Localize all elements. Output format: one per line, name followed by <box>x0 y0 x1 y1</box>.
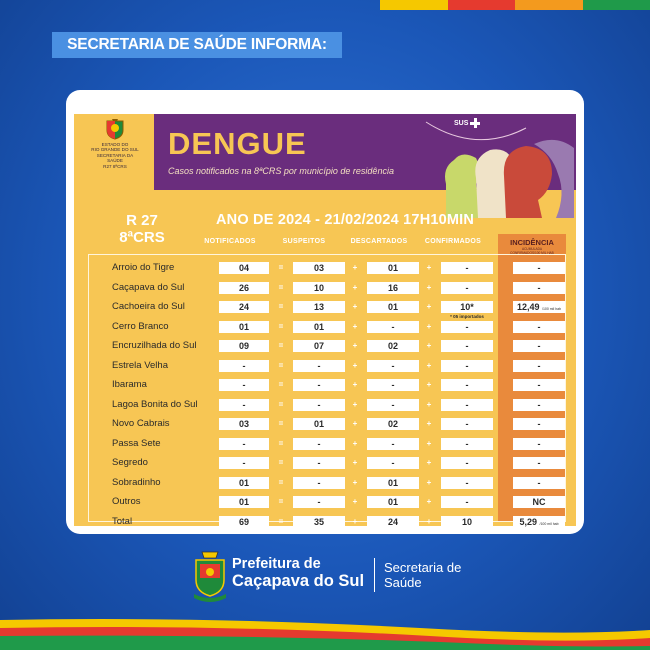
cell-descartados: 16 <box>367 282 419 294</box>
incidencia-sub: CONFIRMADOS/100 MIL HAB <box>510 251 554 255</box>
cell-suspeitos: - <box>293 438 345 450</box>
info-card <box>66 90 584 534</box>
municipality-name: Estrela Velha <box>112 359 168 371</box>
incidencia-value: - <box>537 263 541 273</box>
header-banner <box>52 32 342 58</box>
dengue-poster <box>74 114 576 526</box>
cell-suspeitos: 01 <box>293 418 345 430</box>
crest-line: SECRETARIA DA SAÚDE <box>96 152 134 164</box>
operator-equals: = <box>278 341 284 350</box>
cell-notificados: - <box>219 399 269 411</box>
cell-suspeitos: 13 <box>293 301 345 313</box>
operator-plus: + <box>426 458 432 467</box>
incidencia-value: 5,29 <box>519 516 537 527</box>
stripe-yellow <box>380 0 448 10</box>
cell-notificados: 01 <box>219 496 269 508</box>
operator-equals: = <box>278 282 284 292</box>
cell-incidencia <box>513 321 565 333</box>
cell-descartados: 24 <box>367 516 419 528</box>
operator-equals: = <box>278 497 284 506</box>
incidencia-value: 12,49 <box>516 302 540 312</box>
municipality-name: Caçapava do Sul <box>112 281 185 293</box>
municipality-name: Ibarama <box>112 379 147 390</box>
operator-plus: + <box>426 380 432 389</box>
header-suspeitos: SUSPEITOS <box>282 238 326 245</box>
operator-equals: = <box>278 477 284 487</box>
cell-suspeitos: - <box>293 496 345 508</box>
municipality-name: Segredo <box>112 457 148 468</box>
cell-suspeitos: - <box>293 457 345 469</box>
operator-plus: + <box>352 360 358 370</box>
operator-plus: + <box>352 380 358 389</box>
operator-equals: = <box>278 419 284 428</box>
city-crest-icon <box>192 550 228 604</box>
operator-plus: + <box>352 302 358 311</box>
prefeitura-line1: Prefeitura de <box>232 556 321 572</box>
date-line: ANO DE 2024 - 21/02/2024 17H10MIN <box>216 212 475 228</box>
top-color-stripes <box>380 0 650 10</box>
incidencia-value: - <box>537 419 541 429</box>
cell-incidencia <box>513 360 565 372</box>
table-row <box>89 298 565 319</box>
cell-notificados: 09 <box>219 340 269 352</box>
operator-plus: + <box>352 477 358 487</box>
municipality-name: Sobradinho <box>112 476 161 488</box>
municipality-name: Arroio do Tigre <box>112 262 175 273</box>
cell-incidencia <box>513 282 565 294</box>
municipality-name: Novo Cabrais <box>112 418 170 429</box>
cell-confirmados: - <box>441 496 493 508</box>
operator-plus: + <box>426 399 432 409</box>
cell-confirmados: - <box>441 438 493 450</box>
table-row <box>89 513 565 531</box>
cell-confirmados: - <box>441 360 493 372</box>
operator-plus: + <box>426 282 432 292</box>
poster-title: DENGUE <box>168 126 307 161</box>
incidencia-sub: ACUMULADA <box>521 247 542 251</box>
crest-line: RIO GRANDE DO SUL <box>91 147 139 153</box>
operator-plus: + <box>352 419 358 428</box>
face-silhouette-red <box>504 146 552 218</box>
region-label <box>102 212 182 246</box>
table-row <box>89 337 565 355</box>
cell-descartados: - <box>367 360 419 372</box>
incidencia-value: - <box>537 458 541 468</box>
cell-confirmados: - <box>441 262 493 274</box>
bottom-flag-wave <box>0 606 650 650</box>
cell-incidencia <box>513 418 565 430</box>
crest-caption <box>90 142 140 169</box>
incidencia-title: INCIDÊNCIA <box>510 238 554 247</box>
cell-incidencia <box>513 438 565 450</box>
operator-equals: = <box>278 438 284 448</box>
cell-descartados: 01 <box>367 477 419 489</box>
cell-notificados: 24 <box>219 301 269 313</box>
data-table <box>88 254 566 527</box>
cell-suspeitos: - <box>293 360 345 372</box>
cell-confirmados: - <box>441 321 493 333</box>
stripe-orange <box>515 0 583 10</box>
cell-notificados: 04 <box>219 262 269 274</box>
cell-notificados: 03 <box>219 418 269 430</box>
operator-plus: + <box>426 438 432 448</box>
cell-incidencia <box>513 399 565 411</box>
stripe-green <box>583 0 650 10</box>
faces-illustration <box>406 114 576 218</box>
cell-confirmados: - <box>441 457 493 469</box>
table-row <box>89 376 565 394</box>
cell-suspeitos: 01 <box>293 321 345 333</box>
cell-incidencia <box>513 477 565 489</box>
cell-descartados: - <box>367 379 419 391</box>
cell-notificados: 01 <box>219 321 269 333</box>
table-row <box>89 415 565 433</box>
confirmados-note: * 05 importados <box>450 314 484 319</box>
cell-confirmados: - <box>441 379 493 391</box>
cell-incidencia <box>513 516 565 528</box>
operator-equals: = <box>278 458 284 467</box>
operator-plus: + <box>426 419 432 428</box>
operator-plus: + <box>352 282 358 292</box>
operator-equals: = <box>278 516 284 526</box>
cell-descartados: 02 <box>367 418 419 430</box>
operator-plus: + <box>426 516 432 526</box>
incidencia-value: - <box>537 399 541 410</box>
municipality-name: Outros <box>112 496 141 507</box>
incidencia-value: - <box>537 282 541 293</box>
table-row <box>89 474 565 492</box>
region-line: R 27 <box>126 212 158 229</box>
table-row <box>89 357 565 375</box>
sus-label: SUS <box>454 119 469 127</box>
table-row <box>89 318 565 336</box>
header-confirmados: CONFIRMADOS <box>424 238 482 245</box>
cell-confirmados: - <box>441 340 493 352</box>
cell-notificados: 69 <box>219 516 269 528</box>
operator-equals: = <box>278 360 284 370</box>
cell-descartados: 01 <box>367 496 419 508</box>
cell-confirmados: - <box>441 418 493 430</box>
operator-plus: + <box>352 399 358 409</box>
cell-descartados: - <box>367 438 419 450</box>
cell-suspeitos: - <box>293 477 345 489</box>
cell-notificados: - <box>219 360 269 372</box>
municipality-name: Cerro Branco <box>112 320 169 332</box>
incidencia-value: - <box>537 360 541 371</box>
cell-suspeitos: 10 <box>293 282 345 294</box>
incidencia-value: - <box>537 341 541 351</box>
operator-plus: + <box>352 497 358 506</box>
cell-descartados: - <box>367 321 419 333</box>
cell-descartados: 01 <box>367 262 419 274</box>
operator-equals: = <box>278 302 284 311</box>
crest-line: R27 8ªCRS <box>103 163 127 169</box>
municipality-name: Lagoa Bonita do Sul <box>112 398 198 410</box>
cell-confirmados: - <box>441 477 493 489</box>
operator-plus: + <box>352 263 358 272</box>
cell-confirmados: - <box>441 282 493 294</box>
decorative-arc <box>426 119 526 140</box>
table-row <box>89 435 565 453</box>
cell-suspeitos: 03 <box>293 262 345 274</box>
secretaria-name <box>384 560 461 590</box>
operator-plus: + <box>426 321 432 331</box>
cell-incidencia <box>513 379 565 391</box>
municipality-name: Passa Sete <box>112 437 161 449</box>
cell-descartados: 02 <box>367 340 419 352</box>
cell-notificados: - <box>219 438 269 450</box>
poster-subtitle: Casos notificados na 8ªCRS por município de residência <box>168 166 394 176</box>
incidencia-value: NC <box>532 497 546 507</box>
secretaria-line1: Secretaria de <box>384 560 462 575</box>
cell-suspeitos: - <box>293 379 345 391</box>
face-silhouette-green <box>445 154 480 218</box>
municipality-name: Total <box>112 515 133 527</box>
table-row <box>89 454 565 472</box>
cell-descartados: - <box>367 399 419 411</box>
header-notificados: NOTIFICADOS <box>204 238 256 245</box>
municipality-name: Cachoeira do Sul <box>112 301 185 312</box>
incidencia-value: - <box>537 477 541 488</box>
operator-plus: + <box>426 360 432 370</box>
cell-incidencia <box>513 457 565 469</box>
prefeitura-line2: Caçapava do Sul <box>232 572 365 590</box>
table-row <box>89 259 565 277</box>
incidencia-unit: /100 mil hab <box>541 307 562 311</box>
operator-equals: = <box>278 380 284 389</box>
table-row <box>89 493 565 511</box>
crest-line: ESTADO DO <box>101 142 129 147</box>
header-incidencia <box>498 238 566 255</box>
operator-plus: + <box>426 477 432 487</box>
operator-plus: + <box>426 263 432 272</box>
operator-plus: + <box>352 341 358 350</box>
cell-descartados: - <box>367 457 419 469</box>
incidencia-unit: /100 mil hab <box>539 521 559 526</box>
cell-incidencia <box>513 262 565 274</box>
cell-incidencia <box>513 340 565 352</box>
state-crest-icon <box>105 118 125 140</box>
region-line: 8ªCRS <box>119 229 165 246</box>
table-row <box>89 279 565 297</box>
cell-descartados: 01 <box>367 301 419 313</box>
operator-plus: + <box>352 516 358 526</box>
footer-divider <box>374 558 375 592</box>
operator-equals: = <box>278 263 284 272</box>
cell-suspeitos: 35 <box>293 516 345 528</box>
municipality-name: Encruzilhada do Sul <box>112 340 197 351</box>
operator-equals: = <box>278 321 284 331</box>
stripe-red <box>448 0 516 10</box>
incidencia-value: - <box>537 380 541 390</box>
cell-incidencia <box>513 496 565 508</box>
cell-confirmados: - <box>441 399 493 411</box>
cell-notificados: 01 <box>219 477 269 489</box>
secretaria-line2: Saúde <box>384 575 422 590</box>
operator-plus: + <box>426 302 432 311</box>
prefeitura-name <box>232 556 364 590</box>
operator-equals: = <box>278 399 284 409</box>
table-row <box>89 396 565 414</box>
operator-plus: + <box>426 341 432 350</box>
cell-notificados: 26 <box>219 282 269 294</box>
cell-incidencia <box>513 301 565 313</box>
cell-suspeitos: 07 <box>293 340 345 352</box>
header-banner-text: SECRETARIA DE SAÚDE INFORMA: <box>67 36 327 53</box>
operator-plus: + <box>352 438 358 448</box>
incidencia-value: - <box>537 438 541 449</box>
cell-confirmados: 10* <box>441 301 493 313</box>
incidencia-value: - <box>537 321 541 332</box>
operator-plus: + <box>426 497 432 506</box>
cell-suspeitos: - <box>293 399 345 411</box>
state-crest <box>90 118 140 169</box>
operator-plus: + <box>352 321 358 331</box>
cell-notificados: - <box>219 379 269 391</box>
cell-notificados: - <box>219 457 269 469</box>
cell-confirmados: 10 <box>441 516 493 528</box>
header-descartados: DESCARTADOS <box>350 238 408 245</box>
footer <box>0 548 650 608</box>
operator-plus: + <box>352 458 358 467</box>
